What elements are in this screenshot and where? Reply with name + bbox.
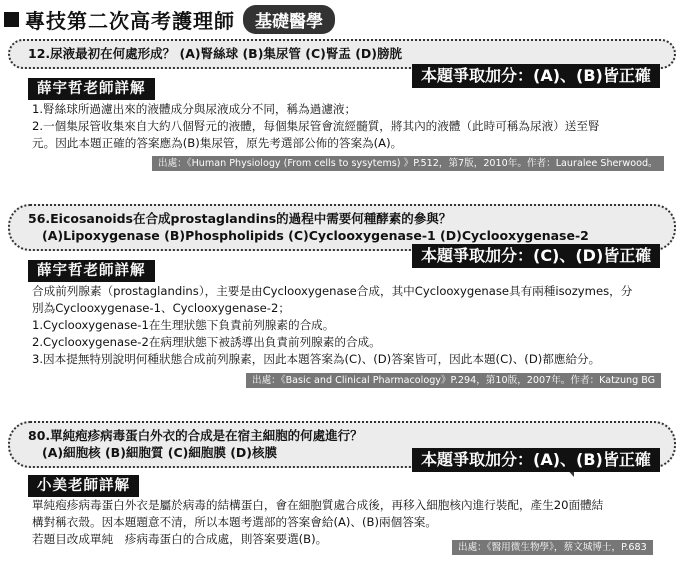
question-options: (A)Lipoxygenase (B)Phospholipids (C)Cyclooxygenase-1 (D)Cyclooxygenase-2 [42, 228, 589, 243]
answer-banner: 本題爭取加分：(A)、(B)皆正確 [412, 64, 660, 88]
bullet-square-icon [4, 12, 19, 27]
page-header [4, 4, 335, 34]
teacher-label: 小美老師詳解 [28, 475, 139, 497]
explanation-line: 2.一個集尿管收集來自大約八個腎元的液體，每個集尿管會流經髓質，將其內的液體（此時可稱為尿液）送至腎 [32, 119, 600, 133]
question-text: 12.尿液最初在何處形成？ (A)腎絲球 (B)集尿管 (C)腎盂 (D)膀胱 [28, 46, 403, 61]
explanation-line: 別為Cyclooxygenase-1、Cyclooxygenase-2； [32, 301, 290, 315]
teacher-label: 薛宇哲老師詳解 [28, 78, 155, 100]
explanation-line: 單純疱疹病毒蛋白外衣是屬於病毒的結構蛋白，會在細胞質處合成後，再移入細胞核內進行裝配，產生20面體結 [32, 498, 604, 512]
explanation [32, 283, 684, 368]
answer-banner: 本題爭取加分：(C)、(D)皆正確 [412, 244, 660, 268]
explanation-line: 元。因此本題正確的答案應為(B)集尿管，原先考選部公佈的答案為(A)。 [32, 136, 403, 150]
explanation-line: 合成前列腺素（prostaglandins），主要是由Cyclooxygenase合成，其中Cyclooxygenase具有兩種isozymes，分 [32, 284, 633, 298]
explanation-line: 1.腎絲球所過濾出來的液體成分與尿液成分不同，稱為過濾液； [32, 102, 357, 116]
question-text: 56.Eicosanoids在合成prostaglandins的過程中需要何種酵素的參與？ [28, 211, 452, 226]
explanation-line: 2.Cyclooxygenase-2在病理狀態下被誘導出負責前列腺素的合成。 [32, 335, 381, 349]
page-title: 專技第二次高考護理師 [25, 8, 235, 33]
question-text: 80.單純疱疹病毒蛋白外衣的合成是在宿主細胞的何處進行？ [28, 428, 363, 443]
answer-banner: 本題爭取加分：(A)、(B)皆正確 [412, 448, 660, 472]
teacher-label: 薛宇哲老師詳解 [28, 260, 155, 282]
explanation [32, 101, 682, 152]
source-citation: 出處：《Human Physiology (From cells to sysytems) 》P.512，第7版，2010年。作者：Lauralee Sherwood。 [152, 156, 664, 171]
explanation-line: 1.Cyclooxygenase-1在生理狀態下負責前列腺素的合成。 [32, 318, 335, 332]
explanation-line: 若題目改成單純 疹病毒蛋白的合成處，則答案要選(B)。 [32, 532, 328, 546]
explanation-line: 構對稱衣殼。因本題題意不清，所以本題考選部的答案會給(A)、(B)兩個答案。 [32, 515, 437, 529]
question-options: (A)細胞核 (B)細胞質 (C)細胞膜 (D)核膜 [42, 445, 278, 460]
source-citation: 出處：《醫用微生物學》，蔡文城博士，P.683 [452, 540, 653, 555]
source-citation: 出處：《Basic and Clinical Pharmacology》P.294，第10版，2007年。作者：Katzung BG [246, 373, 661, 388]
explanation-line: 3.因本提無特別說明何種狀態合成前列腺素，因此本題答案為(C)、(D)答案皆可，因此本題(C)、(D)都應給分。 [32, 352, 601, 366]
subject-badge: 基礎醫學 [243, 5, 335, 34]
